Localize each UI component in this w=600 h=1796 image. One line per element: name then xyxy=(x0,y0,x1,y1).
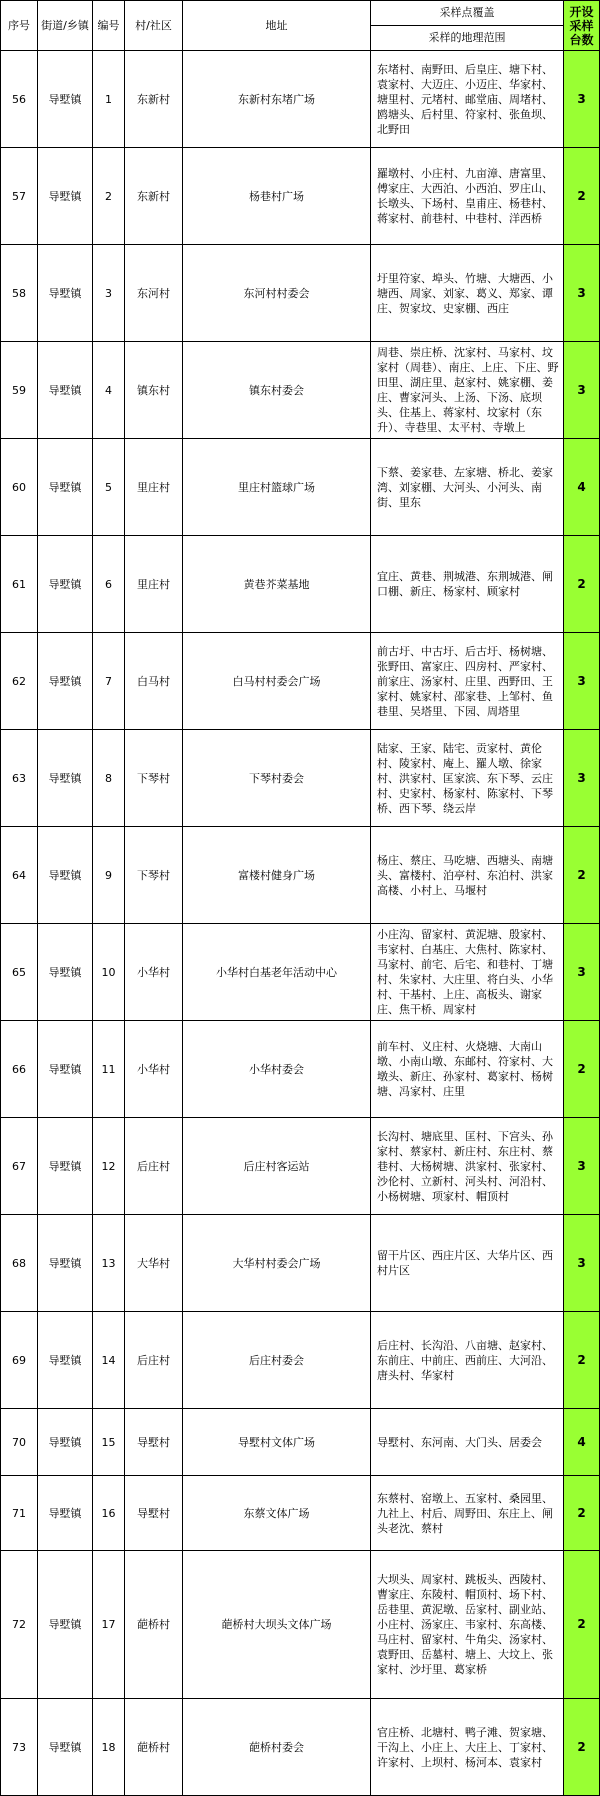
cell-street: 导墅镇 xyxy=(38,536,93,633)
cell-count: 2 xyxy=(564,148,600,245)
cell-range: 圩里符家、埠头、竹塘、大塘西、小塘西、周家、刘家、葛义、郑家、谭庄、贺家坟、史家棚、西庄 xyxy=(371,245,564,342)
cell-range: 官庄桥、北塘村、鸭子滩、贺家塘、干沟上、小庄上、大庄上、丁家村、许家村、上坝村、杨河本、袁家村 xyxy=(371,1699,564,1796)
cell-village: 东新村 xyxy=(125,51,183,148)
cell-street: 导墅镇 xyxy=(38,633,93,730)
header-num: 编号 xyxy=(93,1,125,51)
cell-address: 东河村村委会 xyxy=(183,245,371,342)
cell-count: 3 xyxy=(564,633,600,730)
cell-range: 羅墩村、小庄村、九亩漳、唐富里、傅家庄、大西泊、小西泊、罗庄山、长墩头、下场村、皇甫庄、杨巷村、蒋家村、前巷村、中巷村、洋西桥 xyxy=(371,148,564,245)
cell-address: 白马村村委会广场 xyxy=(183,633,371,730)
cell-village: 小华村 xyxy=(125,1021,183,1118)
cell-num: 18 xyxy=(93,1699,125,1796)
table-row xyxy=(1,1551,600,1699)
cell-village: 导墅村 xyxy=(125,1476,183,1551)
cell-address: 后庄村委会 xyxy=(183,1312,371,1409)
table-row xyxy=(1,827,600,924)
cell-num: 8 xyxy=(93,730,125,827)
cell-count: 2 xyxy=(564,1699,600,1796)
cell-range: 前车村、义庄村、火烧塘、大南山墩、小南山墩、东邮村、符家村、大墩头、新庄、孙家村、葛家村、杨树塘、冯家村、庄里 xyxy=(371,1021,564,1118)
table-row xyxy=(1,1699,600,1796)
cell-num: 5 xyxy=(93,439,125,536)
cell-count: 2 xyxy=(564,1476,600,1551)
cell-street: 导墅镇 xyxy=(38,148,93,245)
header-coverage: 采样点覆盖 xyxy=(371,1,564,26)
cell-seq: 68 xyxy=(1,1215,38,1312)
cell-village: 葩桥村 xyxy=(125,1551,183,1699)
cell-seq: 71 xyxy=(1,1476,38,1551)
cell-address: 黄巷芥菜基地 xyxy=(183,536,371,633)
cell-seq: 62 xyxy=(1,633,38,730)
table-body xyxy=(1,51,600,1796)
cell-range: 陆家、王家、陆宅、贡家村、黄伦村、陵家村、庵上、羅人墩、徐家村、洪家村、匡家滨、东下琴、云庄村、史家村、杨家村、陈家村、下琴桥、西下琴、绕云岸 xyxy=(371,730,564,827)
cell-num: 11 xyxy=(93,1021,125,1118)
table-header xyxy=(1,1,600,51)
cell-address: 杨巷村广场 xyxy=(183,148,371,245)
table-row xyxy=(1,1021,600,1118)
cell-village: 导墅村 xyxy=(125,1409,183,1476)
cell-num: 12 xyxy=(93,1118,125,1215)
table-row xyxy=(1,148,600,245)
cell-village: 后庄村 xyxy=(125,1118,183,1215)
cell-address: 小华村委会 xyxy=(183,1021,371,1118)
cell-village: 镇东村 xyxy=(125,342,183,439)
cell-num: 2 xyxy=(93,148,125,245)
cell-seq: 58 xyxy=(1,245,38,342)
cell-seq: 59 xyxy=(1,342,38,439)
cell-count: 3 xyxy=(564,1215,600,1312)
cell-village: 白马村 xyxy=(125,633,183,730)
cell-range: 长沟村、塘底里、匡村、下宫头、孙家村、蔡家村、新庄村、东庄村、蔡巷村、大杨树塘、洪家村、张家村、沙伦村、立新村、河头村、河沿村、小杨树塘、项家村、帽顶村 xyxy=(371,1118,564,1215)
cell-street: 导墅镇 xyxy=(38,1699,93,1796)
cell-range: 杨庄、蔡庄、马吃塘、西塘头、南塘头、富楼村、泊亭村、东泊村、洪家高楼、小村上、马堰村 xyxy=(371,827,564,924)
cell-count: 2 xyxy=(564,1551,600,1699)
table-row xyxy=(1,1476,600,1551)
cell-street: 导墅镇 xyxy=(38,245,93,342)
header-seq: 序号 xyxy=(1,1,38,51)
cell-street: 导墅镇 xyxy=(38,439,93,536)
cell-num: 16 xyxy=(93,1476,125,1551)
cell-street: 导墅镇 xyxy=(38,1215,93,1312)
header-range: 采样的地理范围 xyxy=(371,26,564,51)
cell-address: 东蔡文体广场 xyxy=(183,1476,371,1551)
cell-street: 导墅镇 xyxy=(38,1118,93,1215)
cell-seq: 64 xyxy=(1,827,38,924)
cell-num: 1 xyxy=(93,51,125,148)
table-row xyxy=(1,1118,600,1215)
cell-count: 2 xyxy=(564,1021,600,1118)
cell-count: 3 xyxy=(564,730,600,827)
cell-address: 导墅村文体广场 xyxy=(183,1409,371,1476)
cell-address: 葩桥村委会 xyxy=(183,1699,371,1796)
table-row xyxy=(1,51,600,148)
cell-count: 2 xyxy=(564,536,600,633)
cell-village: 下琴村 xyxy=(125,730,183,827)
cell-range: 下蔡、姜家巷、左家塘、桥北、姜家湾、刘家棚、大河头、小河头、南街、里东 xyxy=(371,439,564,536)
cell-range: 东堵村、南野田、后皇庄、塘下村、袁家村、大迈庄、小迈庄、华家村、塘里村、元堵村、邮堂庙、周堵村、鸥塘头、后村里、符家村、张鱼坝、北野田 xyxy=(371,51,564,148)
cell-village: 后庄村 xyxy=(125,1312,183,1409)
cell-street: 导墅镇 xyxy=(38,924,93,1021)
cell-seq: 57 xyxy=(1,148,38,245)
cell-num: 9 xyxy=(93,827,125,924)
table-row xyxy=(1,633,600,730)
cell-range: 宜庄、黄巷、荆城港、东荆城港、闸口棚、新庄、杨家村、顾家村 xyxy=(371,536,564,633)
cell-village: 大华村 xyxy=(125,1215,183,1312)
cell-village: 下琴村 xyxy=(125,827,183,924)
table-row xyxy=(1,1215,600,1312)
cell-village: 里庄村 xyxy=(125,439,183,536)
table-row xyxy=(1,1409,600,1476)
cell-range: 大坝头、周家村、跳板头、西陵村、曹家庄、东陵村、帽顶村、场下村、岳巷里、黄泥墩、岳家村、副业站、小庄村、汤家庄、韦家村、东高楼、马庄村、留家村、牛角尖、汤家村、袁野田、岳墓村、塘上、大坟上、张家村、沙圩里、葛家桥 xyxy=(371,1551,564,1699)
cell-street: 导墅镇 xyxy=(38,827,93,924)
table-row xyxy=(1,924,600,1021)
cell-range: 导墅村、东河南、大门头、居委会 xyxy=(371,1409,564,1476)
cell-range: 后庄村、长沟沿、八亩塘、赵家村、东前庄、中前庄、西前庄、大河沿、唐头村、华家村 xyxy=(371,1312,564,1409)
cell-seq: 63 xyxy=(1,730,38,827)
cell-street: 导墅镇 xyxy=(38,1312,93,1409)
cell-num: 15 xyxy=(93,1409,125,1476)
cell-count: 2 xyxy=(564,1312,600,1409)
table-row xyxy=(1,245,600,342)
cell-seq: 61 xyxy=(1,536,38,633)
cell-num: 14 xyxy=(93,1312,125,1409)
cell-num: 17 xyxy=(93,1551,125,1699)
cell-street: 导墅镇 xyxy=(38,1021,93,1118)
cell-address: 小华村白基老年活动中心 xyxy=(183,924,371,1021)
cell-street: 导墅镇 xyxy=(38,342,93,439)
table-row xyxy=(1,536,600,633)
cell-seq: 65 xyxy=(1,924,38,1021)
cell-street: 导墅镇 xyxy=(38,1551,93,1699)
header-address: 地址 xyxy=(183,1,371,51)
cell-address: 富楼村健身广场 xyxy=(183,827,371,924)
cell-num: 13 xyxy=(93,1215,125,1312)
cell-seq: 72 xyxy=(1,1551,38,1699)
cell-count: 3 xyxy=(564,51,600,148)
cell-street: 导墅镇 xyxy=(38,51,93,148)
header-count: 开设采样台数 xyxy=(564,1,600,51)
cell-street: 导墅镇 xyxy=(38,730,93,827)
cell-address: 里庄村篮球广场 xyxy=(183,439,371,536)
table-row xyxy=(1,439,600,536)
cell-num: 10 xyxy=(93,924,125,1021)
header-street: 街道/乡镇 xyxy=(38,1,93,51)
cell-seq: 56 xyxy=(1,51,38,148)
cell-address: 后庄村客运站 xyxy=(183,1118,371,1215)
cell-range: 东蔡村、窑墩上、五家村、桑园里、九社上、村后、周野田、东庄上、闸头老沈、蔡村 xyxy=(371,1476,564,1551)
cell-seq: 70 xyxy=(1,1409,38,1476)
cell-street: 导墅镇 xyxy=(38,1476,93,1551)
cell-village: 葩桥村 xyxy=(125,1699,183,1796)
cell-address: 大华村村委会广场 xyxy=(183,1215,371,1312)
cell-num: 6 xyxy=(93,536,125,633)
cell-count: 3 xyxy=(564,924,600,1021)
cell-seq: 67 xyxy=(1,1118,38,1215)
cell-seq: 73 xyxy=(1,1699,38,1796)
cell-count: 2 xyxy=(564,827,600,924)
table-row xyxy=(1,1312,600,1409)
cell-seq: 60 xyxy=(1,439,38,536)
cell-seq: 69 xyxy=(1,1312,38,1409)
cell-num: 4 xyxy=(93,342,125,439)
cell-seq: 66 xyxy=(1,1021,38,1118)
cell-village: 东新村 xyxy=(125,148,183,245)
cell-count: 3 xyxy=(564,245,600,342)
cell-range: 前古圩、中古圩、后古圩、杨树塘、张野田、富家庄、四房村、严家村、前家庄、汤家村、庄里、西野田、王家村、姚家村、邵家巷、上邹村、鱼巷里、吴塔里、下园、周塔里 xyxy=(371,633,564,730)
cell-address: 葩桥村大坝头文体广场 xyxy=(183,1551,371,1699)
cell-address: 下琴村委会 xyxy=(183,730,371,827)
cell-range: 留干片区、西庄片区、大华片区、西村片区 xyxy=(371,1215,564,1312)
cell-range: 小庄沟、留家村、黄泥塘、殷家村、韦家村、白基庄、大焦村、陈家村、马家村、前宅、后宅、和巷村、丁塘村、朱家村、大庄里、将白头、小华村、干基村、上庄、高板头、谢家庄、焦干桥、周家村 xyxy=(371,924,564,1021)
cell-village: 里庄村 xyxy=(125,536,183,633)
cell-num: 7 xyxy=(93,633,125,730)
cell-range: 周巷、崇庄桥、沈家村、马家村、坟家村（周巷）、南庄、上庄、下庄、野田里、湖庄里、赵家村、姚家棚、姜庄、曹家河头、上汤、下汤、底坝头、住基上、蒋家村、坟家村（东升）、寺巷里、太平村、寺墩上 xyxy=(371,342,564,439)
cell-address: 镇东村委会 xyxy=(183,342,371,439)
cell-num: 3 xyxy=(93,245,125,342)
header-village: 村/社区 xyxy=(125,1,183,51)
cell-count: 4 xyxy=(564,439,600,536)
cell-street: 导墅镇 xyxy=(38,1409,93,1476)
table-row xyxy=(1,342,600,439)
cell-village: 东河村 xyxy=(125,245,183,342)
cell-address: 东新村东堵广场 xyxy=(183,51,371,148)
cell-count: 3 xyxy=(564,342,600,439)
cell-village: 小华村 xyxy=(125,924,183,1021)
cell-count: 4 xyxy=(564,1409,600,1476)
table-row xyxy=(1,730,600,827)
cell-count: 3 xyxy=(564,1118,600,1215)
